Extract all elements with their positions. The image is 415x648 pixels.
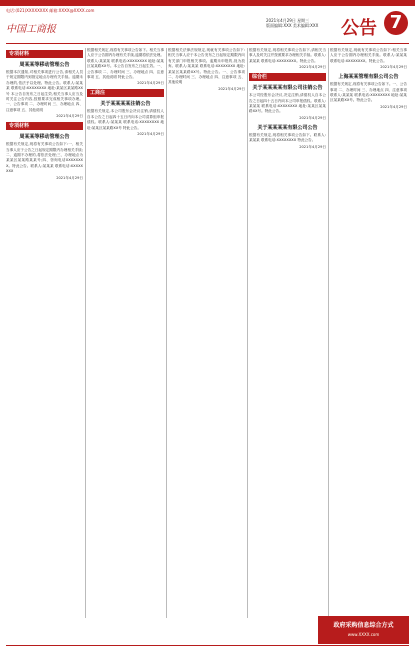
notice-date: 2021年4月29日 xyxy=(56,114,83,119)
notice-date: 2021年4月29日 xyxy=(56,175,83,180)
notice-body: 根据有关规定,现将有关事项公告如下。一、公告事项 二、办理时间 三、办理地点 四、注意事项 联系人:某某某 联系电话:XXXXXXXX 地址:某某区某某路XX号。特此公告。 xyxy=(330,82,407,103)
notice-title: 关于某某某某注销公告 xyxy=(100,101,151,108)
ad-title: 政府采购信息综合方式 xyxy=(333,622,394,629)
masthead xyxy=(6,8,409,42)
section-title: 公告 xyxy=(341,18,377,39)
notice-title: 上海某某管理有限公司公告 xyxy=(338,74,399,81)
notice-date: 2021年4月29日 xyxy=(380,104,407,109)
notice-body: 根据有关规定,本公司股东会决议注销,请债权人自本公告之日起四十五日内向本公司清算组申报债权。联系人:某某某 联系电话:XXXXXXXX 地址:某某区某某路XX号 特此公告。 xyxy=(87,109,164,130)
section-header: 专项材料 xyxy=(6,50,83,58)
notice-date: 2021年4月29日 xyxy=(299,65,326,70)
notice-date: 2021年4月29日 xyxy=(380,65,407,70)
page-number-badge: 7 xyxy=(384,11,408,35)
notice-title: 关于某某某某有限公司注销公告 xyxy=(252,85,323,92)
bottom-advertisement[interactable] xyxy=(318,616,409,644)
notice-body: 根据相关规定,现将有关事项公告如下。相关当事人应于公告期内办理有关手续,逾期将依法处理。联系人:某某某 联系电话:XXXXXXXX 地址:某某区某某路XX号。本公告自发布之日起生效。一、公告事项 二、办理时间 三、办理地点 四、注意事项 五、其他说明 特此公告。 xyxy=(87,48,164,80)
notice-title: 周某某等移动管理公告 xyxy=(19,134,70,141)
masthead-info xyxy=(266,18,318,28)
column-2 xyxy=(87,48,164,618)
notice-body: 根据本次通知,对相关事项进行公告,请相关人员于规定期限内到指定地点办理有关手续。逾期未办理的,依法予以处理。特此公告。联系人:某某某 联系电话:XXXXXXXX 地址:某某区某某路XX号 本公告自发布之日起生效,相关当事人应当及时关注公告内容,按照要求完成相关事项办理。一、公告事项 二、办理时间 三、办理地点 四、注意事项 五、其他说明 xyxy=(6,70,83,112)
masthead-divider xyxy=(6,43,409,44)
section-header: 工商注 xyxy=(87,89,164,97)
notice-body: 根据有关规定,现将相关事项公告如下,请相关当事人及时关注并按照要求办理相关手续。联系人:某某某 联系电话:XXXXXXXX。特此公告。 xyxy=(249,48,326,63)
notice-body: 根据有关规定,现将相关事项公告如下。联系人:某某某 联系电话:XXXXXXXX 特此公告。 xyxy=(249,132,326,143)
notice-date: 2021年4月29日 xyxy=(218,86,245,91)
column-separator xyxy=(247,48,248,618)
column-separator xyxy=(328,48,329,618)
notice-date: 2021年4月29日 xyxy=(137,132,164,137)
bottom-divider xyxy=(6,645,409,646)
top-color-bar xyxy=(0,0,415,6)
column-3 xyxy=(168,48,245,618)
notice-body: 根据有关规定,现就有关事项公告如下:相关当事人应于公告期内办理相关手续。联系人:某某某 联系电话:XXXXXXXX。特此公告。 xyxy=(330,48,407,63)
notice-body: 根据相关法律法规规定,现就有关事项公告如下:相关当事人应于本公告发布之日起规定期限内向有关部门申报相关事项。逾期未申报的,视为放弃。联系人:某某某 联系电话:XXXXXXXX 地址:某某区某某路XX号。特此公告。一、公告事项 二、办理时间 三、办理地点 四、注意事项 五、其他说明 xyxy=(168,48,245,85)
column-4 xyxy=(249,48,326,618)
masthead-contact: 电话:(021)XXXXXXXX 邮箱:XXXX@XXXX.com xyxy=(6,8,95,13)
ad-url: www.XXXX.com xyxy=(347,632,380,637)
date-line: 2021年4月29日 星期三 xyxy=(266,18,310,23)
column-separator xyxy=(166,48,167,618)
notice-body: 根据有关规定,现将有关事项公告如下:一、相关当事人应于公告之日起规定期限内办理相关手续;二、逾期不办理的,将依法处理;三、办理地点为某某区某某路某某号;四、咨询电话XXXXXXXX。特此公告。联系人:某某某 联系电话:XXXXXXXX xyxy=(6,142,83,174)
section-header: 综合栏 xyxy=(249,73,326,81)
column-5 xyxy=(330,48,407,613)
notice-date: 2021年4月29日 xyxy=(299,144,326,149)
editors-line: 版面编辑:XXX 美术编辑:XXX xyxy=(266,23,319,28)
notice-date: 2021年4月29日 xyxy=(299,115,326,120)
column-separator xyxy=(85,48,86,618)
notice-title: 关于某某某某有限公司公告 xyxy=(257,124,318,131)
paper-logo: 中国工商报 xyxy=(6,24,56,35)
notice-body: 本公司经股东会决议,决定注销,请债权人自本公告之日起四十五日内向本公司申报债权。联系人:某某某 联系电话:XXXXXXXX 地址:某某区某某路XX号。特此公告。 xyxy=(249,93,326,114)
section-header: 专项材料 xyxy=(6,122,83,130)
notice-date: 2021年4月29日 xyxy=(137,81,164,86)
notice-title: 周某某等移动管理公告 xyxy=(19,62,70,68)
column-1 xyxy=(6,48,83,618)
